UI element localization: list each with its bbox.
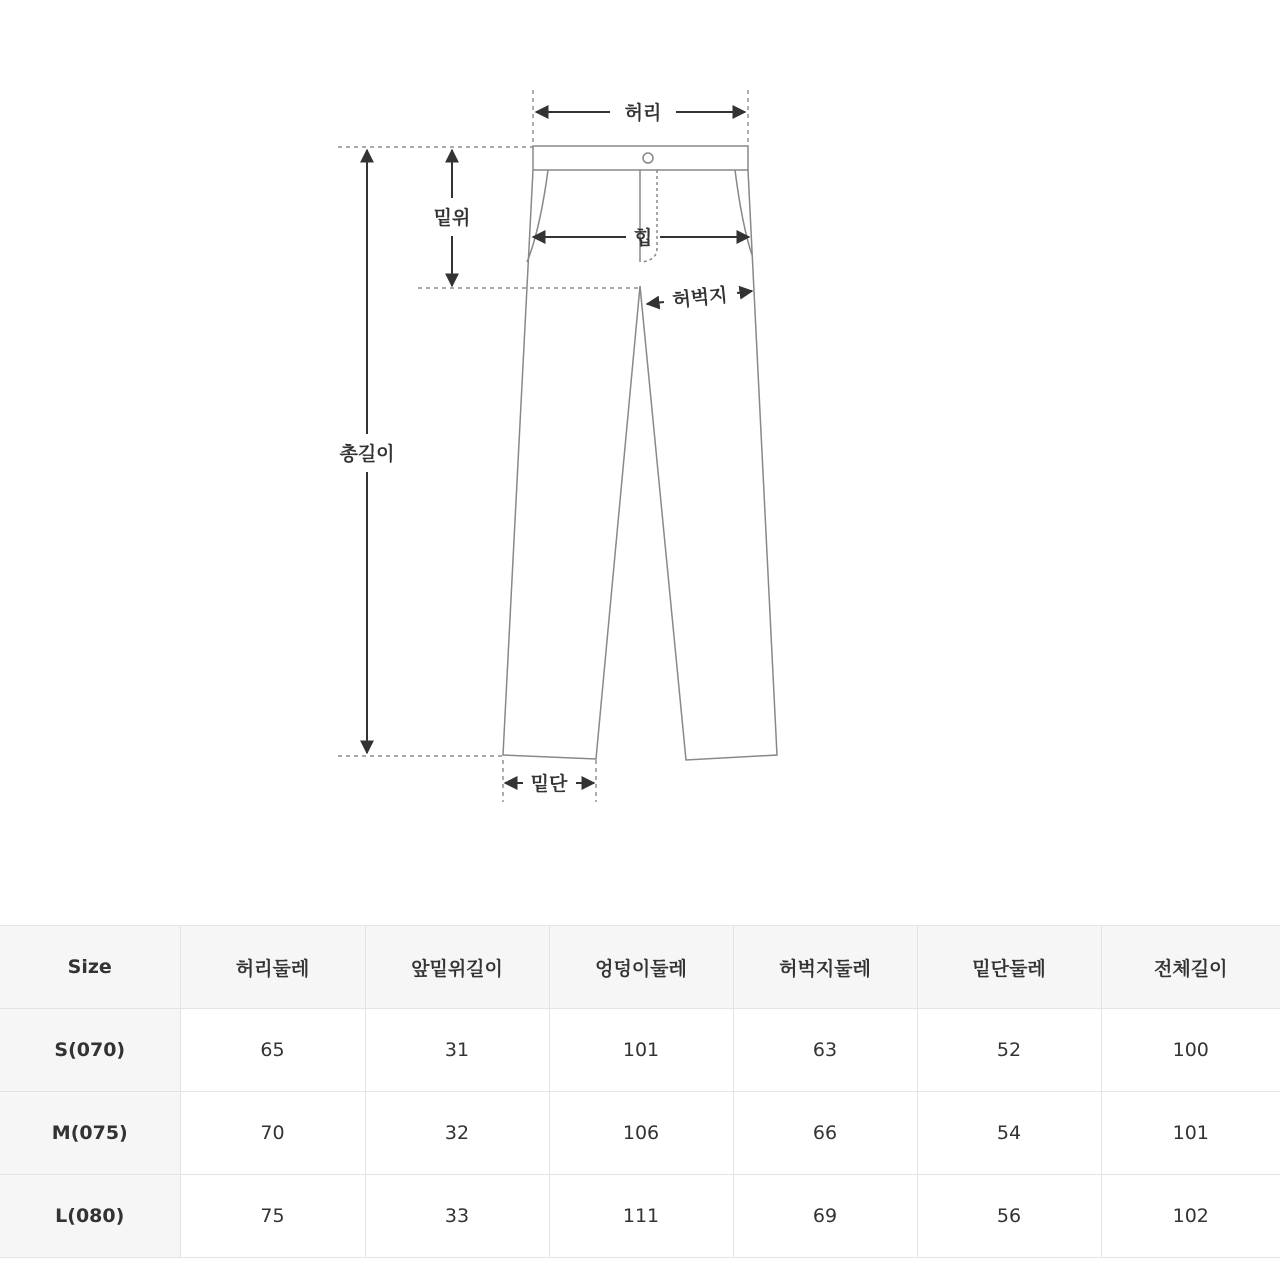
header-hem: 밑단둘레 xyxy=(917,926,1101,1009)
measure-arrows xyxy=(367,112,752,783)
table-cell: 102 xyxy=(1101,1175,1280,1258)
right-leg xyxy=(640,170,777,760)
size-cell: S(070) xyxy=(0,1009,180,1092)
table-cell: 106 xyxy=(549,1092,733,1175)
table-cell: 54 xyxy=(917,1092,1101,1175)
size-cell: L(080) xyxy=(0,1175,180,1258)
table-cell: 66 xyxy=(733,1092,917,1175)
header-front-rise: 앞밑위길이 xyxy=(365,926,549,1009)
guide-lines xyxy=(338,90,748,802)
table-row xyxy=(0,1009,1280,1092)
header-size: Size xyxy=(0,926,180,1009)
table-row xyxy=(0,1175,1280,1258)
table-cell: 33 xyxy=(365,1175,549,1258)
table-cell: 69 xyxy=(733,1175,917,1258)
waistband xyxy=(533,146,748,170)
header-total-length: 전체길이 xyxy=(1101,926,1280,1009)
table-cell: 70 xyxy=(180,1092,365,1175)
rise-label: 밑위 xyxy=(433,207,471,229)
table-cell: 56 xyxy=(917,1175,1101,1258)
total-length-label: 총길이 xyxy=(339,443,395,465)
header-thigh: 허벅지둘레 xyxy=(733,926,917,1009)
header-waist: 허리둘레 xyxy=(180,926,365,1009)
size-cell: M(075) xyxy=(0,1092,180,1175)
thigh-label: 허벅지 xyxy=(671,284,729,312)
table-cell: 32 xyxy=(365,1092,549,1175)
table-cell: 63 xyxy=(733,1009,917,1092)
thigh-arrow-right xyxy=(737,291,752,293)
table-cell: 65 xyxy=(180,1009,365,1092)
header-hip: 엉덩이둘레 xyxy=(549,926,733,1009)
table-cell: 100 xyxy=(1101,1009,1280,1092)
waist-label: 허리 xyxy=(624,102,662,124)
hem-label: 밑단 xyxy=(530,773,568,795)
table-cell: 75 xyxy=(180,1175,365,1258)
table-cell: 52 xyxy=(917,1009,1101,1092)
table-cell: 101 xyxy=(549,1009,733,1092)
hip-label: 힙 xyxy=(633,227,653,249)
thigh-arrow-left xyxy=(647,302,664,304)
table-cell: 31 xyxy=(365,1009,549,1092)
table-cell: 101 xyxy=(1101,1092,1280,1175)
table-cell: 111 xyxy=(549,1175,733,1258)
left-leg xyxy=(503,170,640,759)
table-row xyxy=(0,1092,1280,1175)
table-header-row xyxy=(0,926,1280,1009)
size-table xyxy=(0,925,1280,1258)
button-icon xyxy=(643,153,653,163)
